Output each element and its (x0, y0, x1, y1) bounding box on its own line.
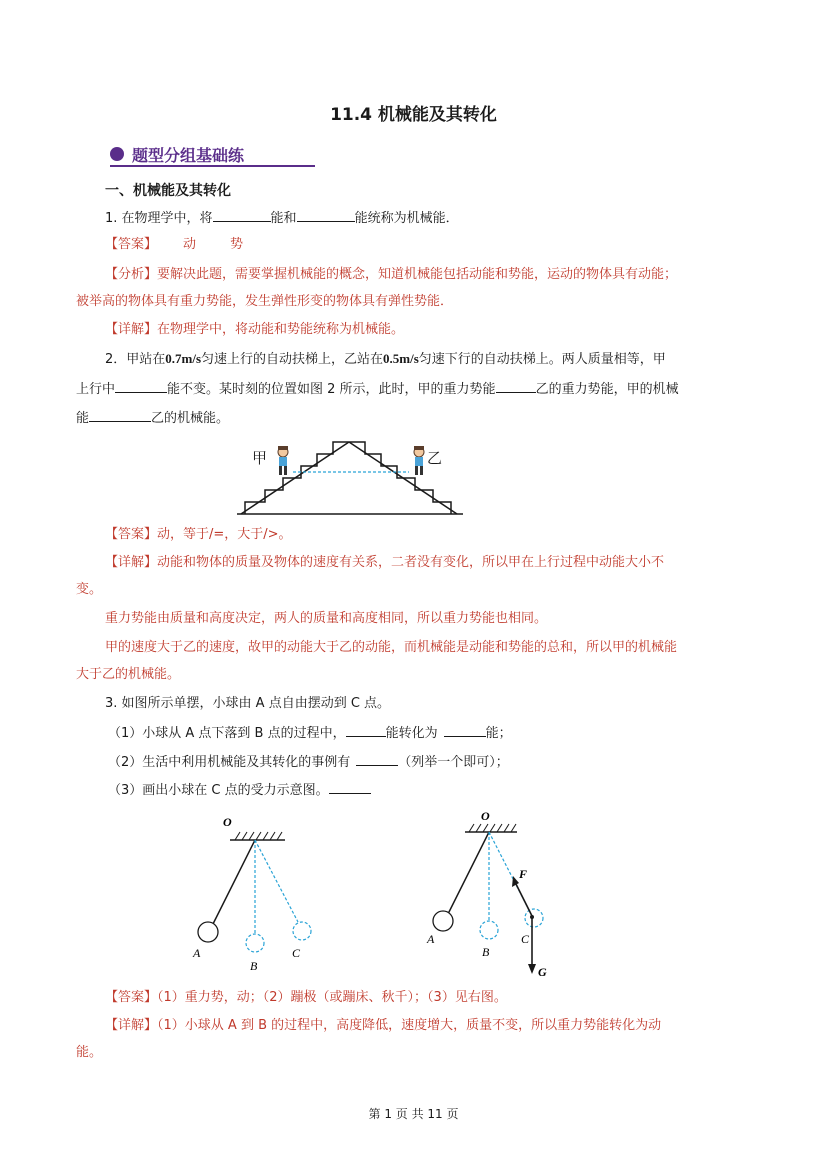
pivot-label-o: O (223, 815, 232, 829)
q2-l1b: 匀速上行的自动扶梯上，乙站在 (201, 352, 384, 367)
person-yi-icon (414, 446, 424, 475)
q2-detail-line-3: 重力势能由质量和高度决定，两人的质量和高度相同，所以重力势能也相同。 (105, 611, 548, 626)
q2-detail-tag: 【详解】 (105, 555, 158, 570)
pendulum-left (192, 815, 311, 973)
label-a-right: A (427, 932, 435, 946)
q3-stem: 3. 如图所示单摆，小球由 A 点自由摆动到 C 点。 (105, 696, 391, 711)
q3-answer-text: （1）重力势，动；（2）蹦极（或蹦床、秋千）；（3）见右图。 (157, 990, 507, 1005)
section-badge (110, 143, 315, 165)
q1-answer-1: 动 (183, 237, 197, 252)
q3-detail-1: （1）小球从 A 到 B 的过程中，高度降低，速度增大，质量不变，所以重力势能转化为动 (157, 1018, 662, 1033)
q3-detail-line-1 (105, 1016, 661, 1036)
q1-prefix: 1. 在物理学中，将 (105, 211, 213, 226)
q3-answer-tag: 【答案】 (105, 990, 158, 1005)
person-jia-icon (278, 446, 288, 475)
q2-blank-2 (496, 378, 536, 393)
q3-p2a: （2）生活中利用机械能及其转化的事例有 (108, 755, 351, 770)
q3-part-3 (108, 779, 371, 801)
q2-answer-text: 动，等于/=，大于/>。 (157, 527, 292, 542)
q2-blank-3 (89, 407, 151, 422)
q2-speed-1: 0.7m/s (165, 351, 202, 366)
q2-l2a: 上行中 (76, 382, 116, 397)
q2-answer (105, 525, 292, 545)
q2-l1c: 匀速下行的自动扶梯上。两人质量相等，甲 (418, 352, 666, 367)
ceiling-hatch-left (235, 832, 282, 840)
q2-speed-2: 0.5m/s (383, 351, 419, 366)
q1-analysis-tag: 【分析】 (105, 267, 158, 282)
q3-p1c: 能； (485, 726, 512, 741)
q3-p1a: （1）小球从 A 点下落到 B 点的过程中， (108, 726, 346, 741)
ball-a-left (198, 922, 218, 942)
q3-blank-4 (329, 779, 371, 794)
q1-analysis-line-1 (105, 265, 677, 285)
q2-l2c: 乙的重力势能，甲的机械 (535, 382, 679, 397)
q1-stem (105, 207, 459, 229)
q1-mid: 能和 (270, 211, 297, 226)
force-f-arrow (515, 882, 532, 916)
ball-b-right (480, 921, 498, 939)
pendulum-right (426, 812, 547, 979)
ball-c-left (293, 922, 311, 940)
label-c-right: C (521, 932, 530, 946)
ball-b-left (246, 934, 264, 952)
ball-c-right (525, 909, 543, 927)
ceiling-hatch-right (469, 824, 516, 832)
q1-answer-2: 势 (230, 237, 244, 252)
pendulum-figures (185, 812, 565, 982)
q2-l3b: 乙的机械能。 (151, 411, 230, 426)
escalator-figure (235, 436, 465, 518)
label-jia: 甲 (252, 449, 268, 467)
q1-suffix: 能统称为机械能． (354, 211, 459, 226)
q3-answer (105, 988, 507, 1008)
label-yi: 乙 (427, 449, 443, 467)
force-f-arrowhead-icon (512, 876, 519, 887)
q3-p3: （3）画出小球在 C 点的受力示意图。 (108, 783, 329, 798)
q1-analysis-1: 要解决此题，需要掌握机械能的概念，知道机械能包括动能和势能，运动的物体具有动能； (157, 267, 678, 282)
page-footer: 第 1 页 共 11 页 (368, 1107, 459, 1121)
section-badge-label: 题型分组基础练 (132, 146, 245, 165)
q2-stem-line-2 (76, 378, 679, 400)
label-g: G (538, 965, 547, 979)
label-b-right: B (482, 945, 490, 959)
string-a-right (448, 832, 489, 914)
q3-p2b: （列举一个即可）； (398, 755, 509, 770)
q2-l1a: 2．甲站在 (105, 352, 166, 367)
badge-dot-icon (110, 147, 124, 161)
label-c-left: C (292, 946, 301, 960)
force-point (530, 915, 534, 919)
label-b-left: B (250, 959, 258, 973)
q2-l2b: 能不变。某时刻的位置如图 2 所示，此时，甲的重力势能 (167, 382, 496, 397)
q2-stem-line-3 (76, 407, 229, 429)
q2-detail-line-5: 大于乙的机械能。 (76, 667, 181, 682)
force-g-arrowhead-icon (528, 964, 536, 974)
q2-detail-line-2: 变。 (76, 582, 103, 597)
q1-detail (105, 320, 404, 340)
q2-detail-1: 动能和物体的质量及物体的速度有关系，二者没有变化，所以甲在上行过程中动能大小不 (157, 555, 665, 570)
q2-detail-line-4: 甲的速度大于乙的速度，故甲的动能大于乙的动能，而机械能是动能和势能的总和，所以甲的机械能 (105, 640, 678, 655)
q1-answer-tag: 【答案】 (105, 237, 158, 252)
q1-detail-tag: 【详解】 (105, 322, 158, 337)
q3-detail-tag: 【详解】 (105, 1018, 158, 1033)
q1-blank-2 (297, 207, 355, 222)
q3-blank-2 (444, 722, 486, 737)
q2-detail-line-1 (105, 553, 664, 573)
label-a-left: A (193, 946, 201, 960)
page-title: 11.4 机械能及其转化 (330, 105, 497, 125)
string-a-left (213, 840, 255, 924)
q1-analysis-line-2: 被举高的物体具有重力势能，发生弹性形变的物体具有弹性势能． (76, 294, 454, 309)
string-c-left (255, 840, 298, 922)
q3-p1b: 能转化为 (385, 726, 438, 741)
q1-answer (105, 235, 243, 255)
q2-stem-line-1 (105, 349, 666, 370)
q2-answer-tag: 【答案】 (105, 527, 158, 542)
q1-blank-1 (213, 207, 271, 222)
q2-l3a: 能 (76, 411, 90, 426)
ball-a-right (433, 911, 453, 931)
q3-blank-3 (356, 751, 398, 766)
badge-underline (110, 165, 315, 167)
q3-blank-1 (346, 722, 386, 737)
pivot-label-o-right: O (481, 812, 490, 823)
q1-detail-text: 在物理学中，将动能和势能统称为机械能。 (157, 322, 405, 337)
q3-part-2 (108, 751, 509, 773)
q2-blank-1 (115, 378, 167, 393)
heading-mechanical-energy: 一、机械能及其转化 (105, 183, 231, 199)
label-f: F (519, 867, 528, 881)
q3-part-1 (108, 722, 512, 744)
q3-detail-line-2: 能。 (76, 1045, 103, 1060)
